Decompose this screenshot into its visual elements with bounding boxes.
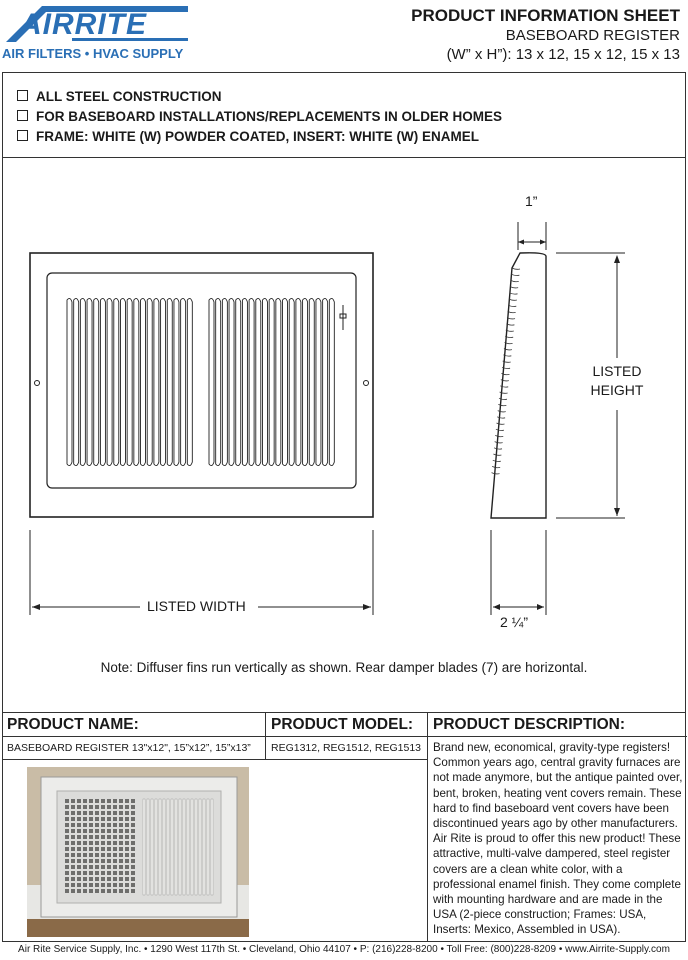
side-profile	[491, 253, 546, 518]
depth-top-label: 1”	[525, 193, 538, 209]
feature-text: ALL STEEL CONSTRUCTION	[36, 89, 222, 104]
product-photo	[27, 767, 249, 937]
logo-tagline: AIR FILTERS • HVAC SUPPLY	[2, 46, 184, 61]
product-model-value: REG1312, REG1512, REG1513	[271, 742, 422, 754]
product-sizes: (W” x H”): 13 x 12, 15 x 12, 15 x 13	[446, 46, 680, 63]
depth-bottom-label: 2 ¼”	[500, 614, 529, 630]
screw-hole-right	[364, 381, 369, 386]
product-description-header: PRODUCT DESCRIPTION:	[433, 716, 626, 733]
listed-width-label: LISTED WIDTH	[147, 598, 246, 614]
product-description-text: Brand new, economical, gravity-type registers! Common years ago, central gravity furnaces are not made anymore, but the antique painted over, bent, broken, heating vent covers remain. These hard to find baseboard vent covers have been discontinued years ago by other manufacturers. Air Rite is proud to offer this new product! These attractive, multi-valve dampered, steel register covers are a clean white color, with a professional enamel finish. They come complete with mounting hardware and are made in the USA (2-piece construction; Frames: USA, Inserts: Mexico, Assembled in USA).	[433, 741, 683, 937]
listed-height-label-2: HEIGHT	[590, 382, 644, 398]
screw-hole-left	[35, 381, 40, 386]
product-name-header: PRODUCT NAME:	[7, 716, 139, 733]
product-type: BASEBOARD REGISTER	[505, 27, 680, 44]
listed-height-label-1: LISTED	[592, 363, 642, 379]
logo-wordmark: AIRRITE	[20, 8, 147, 41]
diagram-note: Note: Diffuser fins run vertically as shown. Rear damper blades (7) are horizontal.	[100, 660, 588, 675]
feature-text: FOR BASEBOARD INSTALLATIONS/REPLACEMENTS IN OLDER HOMES	[36, 109, 503, 124]
sheet-title: PRODUCT INFORMATION SHEET	[411, 6, 680, 25]
frame-outline	[30, 253, 373, 517]
product-name-value: BASEBOARD REGISTER 13"x12", 15”x12”, 15”x13”	[7, 742, 251, 754]
feature-text: FRAME: WHITE (W) POWDER COATED, INSERT: WHITE (W) ENAMEL	[36, 129, 479, 144]
product-table	[2, 712, 686, 942]
footer-contact: Air Rite Service Supply, Inc. • 1290 West 117th St. • Cleveland, Ohio 44107 • P: (216)228-8200 • Toll Free: (800)228-8209 • www.Airrite-Supply.com	[18, 944, 670, 955]
fins-right	[209, 298, 334, 465]
product-model-header: PRODUCT MODEL:	[271, 716, 414, 733]
fins-left	[67, 298, 192, 465]
